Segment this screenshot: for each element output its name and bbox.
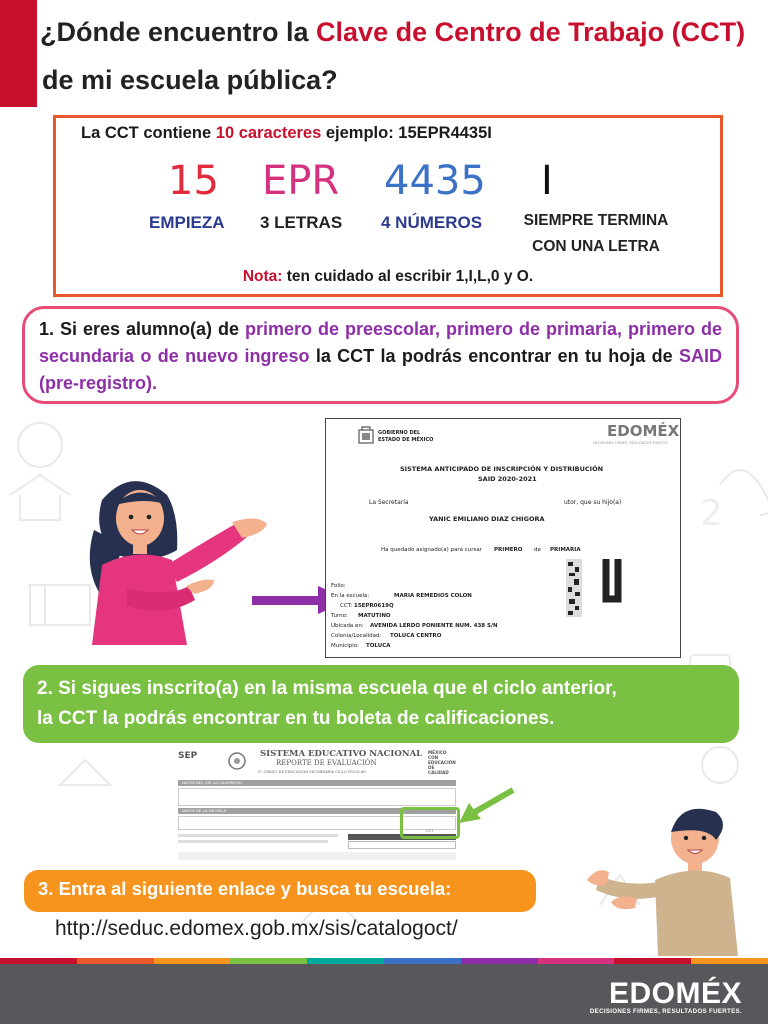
title-prefix: ¿Dónde encuentro la [40,17,317,47]
cct-intro-suffix: ejemplo: 15EPR4435I [321,124,492,142]
cct-note-text: ten cuidado al escribir 1,I,L,0 y O. [282,268,534,285]
cct-label-termina-line2: CON UNA LETRA [532,238,660,255]
cct-example-box [53,115,723,297]
boleta-mexico3: DE [428,765,435,770]
boleta-mexico4: CALIDAD [428,770,449,775]
said-cct-label: CCT: [340,603,353,609]
gov-line1: GOBIERNO DEL [378,430,421,436]
coat-of-arms-icon [358,426,374,444]
step1-box [22,306,739,404]
cct-intro-prefix: La CCT contiene [81,124,216,142]
said-de: de [534,547,541,553]
boleta-sep: SEP [178,751,198,761]
said-colonia: TOLUCA CENTRO [390,633,442,639]
cct-intro [81,124,492,143]
said-ubicada-label: Ubicada en: [331,623,364,629]
title-accent-bar [0,0,37,107]
cct-label-termina-line1: SIEMPRE TERMINA [523,212,669,229]
step1-said: SAID (pre-registro). [39,346,723,393]
title-line2: de mi escuela pública? [42,65,338,95]
catalog-link[interactable]: http://seduc.edomex.gob.mx/sis/catalogoct/ [55,917,458,940]
boleta-seal-icon [228,751,246,771]
said-level: PRIMARIA [550,547,581,553]
cct-label-termina [511,208,681,260]
cct-part-i: I [541,158,553,204]
boleta-mexico-logo [428,750,456,775]
said-secretaria: La Secretaría [369,499,409,506]
step1-text-1: 1. Si eres alumno(a) de [39,319,245,339]
boleta-mexico1: MÉXICO CON [428,750,447,760]
said-ubicada: AVENIDA LERDO PONIENTE NUM. 438 S/N [370,623,498,629]
boy-illustration [585,800,745,956]
svg-text:2: 2 [700,493,723,534]
said-tutor: utor, que su hijo(a) [564,499,622,506]
step1-levels: primero de preescolar, primero de primaria, primero de secundaria o de nuevo ingreso [39,319,722,366]
page-title [40,8,765,104]
boleta-document [178,748,456,860]
said-turno-label: Turno: [331,613,348,619]
cct-highlight-box [400,807,460,839]
cct-part-15: 15 [168,158,219,204]
cct-label-letras: 3 LETRAS [260,213,343,232]
cct-intro-highlight: 10 caracteres [215,124,322,142]
cct-part-epr: EPR [262,158,340,204]
said-school-label: En la escuela: [331,593,370,599]
step3-box: 3. Entra al siguiente enlace y busca tu escuela: [24,870,536,912]
said-heading1: SISTEMA ANTICIPADO DE INSCRIPCIÓN Y DISTRIBUCIÓN [400,465,604,473]
said-heading2: SAID 2020-2021 [478,475,537,483]
said-logo-tagline: DECISIONES FIRMES, RESULTADOS FUERTES [593,441,668,445]
said-school: MARIA REMEDIOS COLON [394,593,472,599]
step1-text-3: la CCT la podrás encontrar en tu hoja de [309,346,679,366]
said-municipio-label: Municipio: [331,643,360,649]
said-municipio: TOLUCA [366,643,391,649]
said-grade: PRIMERO [494,547,523,553]
girl-illustration [82,470,272,660]
said-student-name: YANIC EMILIANO DIAZ CHIGORA [429,515,545,523]
edomex-tagline: DECISIONES FIRMES, RESULTADOS FUERTES. [589,1008,742,1015]
green-arrow-icon [455,785,517,825]
cct-label-numeros: 4 NÚMEROS [381,213,483,232]
step2-box [23,665,739,743]
boleta-section2: DATOS DE LA ESCUELA [182,808,227,813]
said-folio: Folio: [331,583,346,589]
boleta-grade-line: 2° GRADO DE EDUCACIÓN SECUNDARIA CICLO ESCOLAR [258,769,366,774]
title-highlight: Clave de Centro de Trabajo (CCT) [316,17,746,47]
said-colonia-label: Colonia/Localidad: [331,633,382,639]
boleta-subtitle: REPORTE DE EVALUACIÓN [276,759,377,767]
boleta-title: SISTEMA EDUCATIVO NACIONAL [260,749,423,759]
said-edomex-logo: EDOMÉX [607,422,680,440]
cct-label-empieza: EMPIEZA [149,213,225,232]
cct-part-4435: 4435 [384,158,486,204]
edomex-logo: EDOMÉX [608,977,742,1010]
boleta-mexico2: EDUCACIÓN [428,760,456,765]
said-document [325,418,681,658]
qr-code-icon [566,559,651,617]
cct-note [56,268,720,286]
said-cct: 15EPR0619Q [354,603,394,609]
boleta-cct-column: CCT [426,828,434,833]
said-assigned: Ha quedado asignado(a) para cursar [381,547,482,553]
boleta-section1: DATOS DEL (DE LA) ALUMNO(A) [182,780,243,785]
step2-line2: la CCT la podrás encontrar en tu boleta de calificaciones. [37,708,555,729]
step2-line1: 2. Si sigues inscrito(a) en la misma escuela que el ciclo anterior, [37,678,617,699]
said-turno: MATUTINO [358,613,391,619]
gov-line2: ESTADO DE MÉXICO [378,437,434,443]
cct-note-label: Nota: [242,268,283,285]
